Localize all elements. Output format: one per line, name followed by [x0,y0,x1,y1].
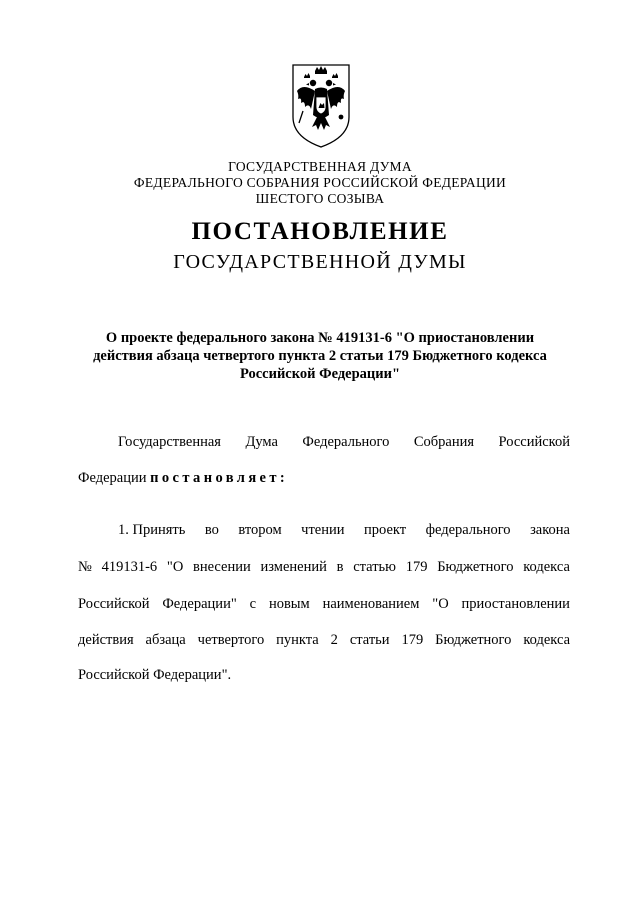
word: внесении [193,559,251,575]
preamble-line [118,433,570,451]
word: закона [530,522,570,538]
word: кодекса [523,632,570,648]
word: Дума [245,434,278,450]
word: 179 [401,632,424,648]
word: 1. Принять [118,522,186,538]
word: 2 [330,632,338,648]
word: новым [268,596,310,612]
word: федерального [425,522,511,538]
word: действия [78,632,134,648]
word: проект [364,522,407,538]
word: в [336,559,344,575]
word: чтении [301,522,345,538]
document-issuer: ГОСУДАРСТВЕННОЙ ДУМЫ [173,251,467,273]
word: изменений [260,559,327,575]
convocation: ШЕСТОГО СОЗЫВА [255,191,385,206]
word: "О [166,559,184,575]
item-1-line [78,631,570,649]
document-type: ПОСТАНОВЛЕНИЕ [191,218,449,245]
word: с [249,596,257,612]
word: 179 [405,559,428,575]
word: абзаца [145,632,186,648]
preamble-prefix: Федерации [78,470,147,486]
word: Российской [78,596,150,612]
word: Бюджетного [437,559,514,575]
item-1-line [78,595,570,613]
word: во [204,522,219,538]
word: приостановлении [461,596,570,612]
parliament-name: ГОСУДАРСТВЕННАЯ ДУМА [228,159,412,174]
item-1-line [118,521,570,539]
bill-title-line: О проекте федерального закона № 419131-6 "О приостановлении [105,330,535,346]
word: Собрания [413,434,475,450]
word: 419131-6 [101,559,158,575]
bill-title-line: Российской Федерации" [239,366,401,382]
item-1-line: Российской Федерации". [78,667,232,683]
word: втором [238,522,282,538]
word: Федерации" [162,596,237,612]
item-1-line [78,558,570,576]
word: "О [432,596,449,612]
word: № [78,559,92,575]
word: кодекса [523,559,570,575]
word: статью [353,559,396,575]
parliament-assembly: ФЕДЕРАЛЬНОГО СОБРАНИЯ РОССИЙСКОЙ ФЕДЕРАЦИИ [133,175,507,190]
word: Бюджетного [435,632,512,648]
word: Российской [498,434,570,450]
word: четвертого [197,632,265,648]
bill-title-line: действия абзаца четвертого пункта 2 статьи 179 Бюджетного кодекса [93,348,547,364]
word: Государственная [118,434,221,450]
word: Федерального [302,434,390,450]
word: пункта [276,632,319,648]
preamble-line [78,469,288,487]
decree-word: постановляет: [150,470,289,486]
word: наименованием [322,596,420,612]
russian-coat-of-arms-icon [289,61,353,149]
word: статьи [349,632,390,648]
